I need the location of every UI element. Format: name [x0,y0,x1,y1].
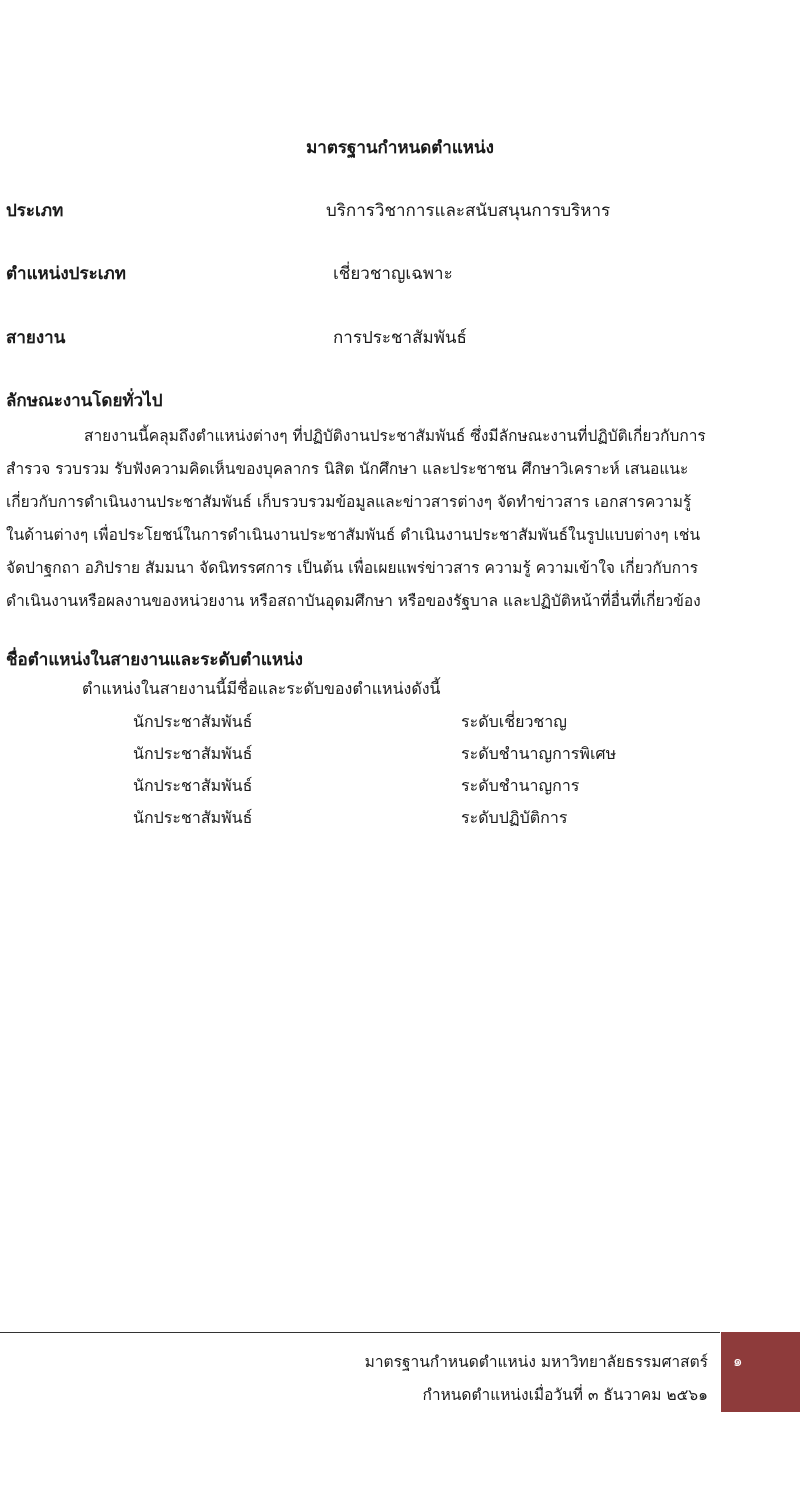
position-level: ระดับปฏิบัติการ [461,808,568,827]
general-description-heading: ลักษณะงานโดยทั่วไป [6,391,163,411]
position-row [0,710,800,742]
field-value-type: บริการวิชาการและสนับสนุนการบริหาร [326,201,611,221]
footer-date-line: กำหนดตำแหน่งเมื่อวันที่ ๓ ธันวาคม ๒๕๖๑ [422,1386,708,1404]
document-title: มาตรฐานกำหนดตำแหน่ง [306,138,494,158]
paragraph-line: ดำเนินงานหรือผลงานของหน่วยงาน หรือสถาบันอุดมศึกษา หรือของรัฐบาล และปฏิบัติหน้าที่อื่นที่เกี่ยวข้อง [6,592,701,610]
general-description-paragraph [6,420,790,618]
position-row [0,774,800,806]
position-name: นักประชาสัมพันธ์ [133,744,253,763]
position-name: นักประชาสัมพันธ์ [133,776,253,795]
paragraph-line: จัดปาฐกถา อภิปราย สัมมนา จัดนิทรรศการ เป็นต้น เพื่อเผยแพร่ข่าวสาร ความรู้ ความเข้าใจ เกี่ยวกับการ [6,559,699,577]
paragraph-line: สายงานนี้คลุมถึงตำแหน่งต่างๆ ที่ปฏิบัติงานประชาสัมพันธ์ ซึ่งมีลักษณะงานที่ปฏิบัติเกี่ยวกับการ [84,427,706,445]
paragraph-line: สำรวจ รวบรวม รับฟังความคิดเห็นของบุคลากร นิสิต นักศึกษา และประชาชน ศึกษาวิเคราะห์ เสนอแนะ [6,460,689,478]
field-value-position-type: เชี่ยวชาญเฉพาะ [333,264,453,284]
page-number: ๑ [733,1352,743,1370]
footer-university-line: มาตรฐานกำหนดตำแหน่ง มหาวิทยาลัยธรรมศาสตร์ [364,1353,708,1371]
field-label-type: ประเภท [6,201,64,221]
position-name: นักประชาสัมพันธ์ [133,712,253,731]
paragraph-line: เกี่ยวกับการดำเนินงานประชาสัมพันธ์ เก็บรวบรวมข้อมูลและข่าวสารต่างๆ จัดทำข่าวสาร เอกสารความรู้ [6,493,692,511]
footer-divider [0,1332,720,1333]
field-value-line-of-work: การประชาสัมพันธ์ [333,328,467,348]
positions-intro: ตำแหน่งในสายงานนี้มีชื่อและระดับของตำแหน่งดังนี้ [82,679,441,698]
paragraph-line: ในด้านต่างๆ เพื่อประโยชน์ในการดำเนินงานประชาสัมพันธ์ ดำเนินงานประชาสัมพันธ์ในรูปแบบต่างๆ เช่น [6,526,701,544]
position-level: ระดับเชี่ยวชาญ [461,712,567,731]
field-label-position-type: ตำแหน่งประเภท [6,264,126,284]
position-row [0,806,800,838]
position-name: นักประชาสัมพันธ์ [133,808,253,827]
position-level: ระดับชำนาญการ [461,776,580,795]
positions-heading: ชื่อตำแหน่งในสายงานและระดับตำแหน่ง [6,650,303,670]
position-row [0,742,800,774]
field-label-line-of-work: สายงาน [6,328,66,348]
position-level: ระดับชำนาญการพิเศษ [461,744,617,763]
